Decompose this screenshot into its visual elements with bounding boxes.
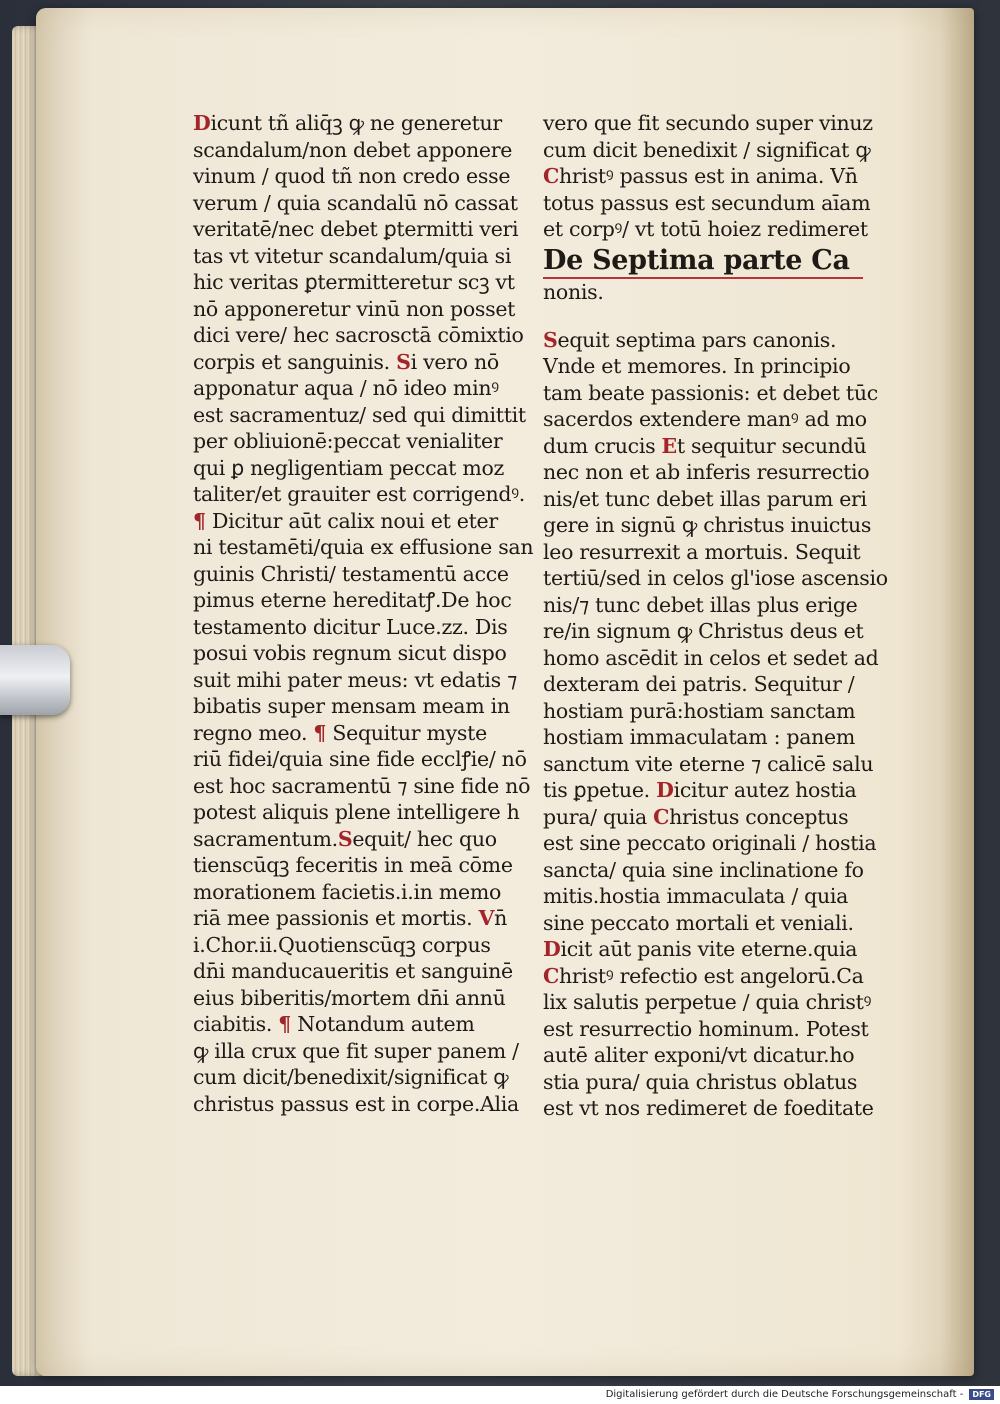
text-line: dn̄i manducaueritis et sanguinē bbox=[193, 959, 513, 983]
text-line: ciabitis. ¶ Notandum autem bbox=[193, 1012, 475, 1036]
text-line: pura/ quia Christus conceptus bbox=[543, 804, 849, 829]
text-line: lix salutis perpetue / quia christꝰ bbox=[543, 990, 872, 1014]
text-line: tas vt vitetur scandalum/quia si bbox=[193, 243, 512, 268]
text-line: tis ꝑpetue. Dicitur autez hostia bbox=[543, 778, 857, 802]
text-line: suit mihi pater meus: vt edatis ⁊ bbox=[193, 667, 517, 692]
text-line: nec non et ab inferis resurrectio bbox=[543, 460, 870, 484]
text-line: scandalum/non debet apponere bbox=[193, 137, 513, 162]
text-line: sancta/ quia sine inclinatione fo bbox=[543, 857, 864, 882]
text-line: eius biberitis/mortem dn̄i annū bbox=[193, 985, 506, 1010]
text-line: vero que fit secundo super vinuz bbox=[543, 111, 873, 135]
text-line: cum dicit/benedixit/significat ꝙ bbox=[193, 1065, 509, 1089]
text-line: est sacramentuz/ sed qui dimittit bbox=[193, 402, 526, 427]
text-line: et corpꝰ/ vt totū hoiez redimeret bbox=[543, 217, 868, 241]
text-line: morationem facietis.i.in memo bbox=[193, 879, 502, 904]
text-line: vinum / quod tñ non credo esse bbox=[193, 164, 511, 188]
text-line: autē aliter exponi/vt dicatur.ho bbox=[543, 1043, 855, 1067]
text-line: gere in signū ꝙ christus inuictus bbox=[543, 513, 872, 537]
digitization-footer bbox=[0, 1386, 1000, 1404]
text-line: bibatis super mensam meam in bbox=[193, 694, 510, 718]
text-line: hostiam immaculatam : panem bbox=[543, 725, 856, 749]
text-line: riū fidei/quia sine fide ecclꝭie/ nō bbox=[193, 747, 527, 771]
text-line: leo resurrexit a mortuis. Sequit bbox=[543, 539, 861, 564]
text-line: testamento dicitur Luce.zz. Dis bbox=[193, 614, 508, 639]
text-line: posui vobis regnum sicut dispo bbox=[193, 641, 507, 665]
text-line: mitis.hostia immaculata / quia bbox=[543, 884, 849, 908]
text-line: dexteram dei patris. Sequitur / bbox=[543, 672, 855, 696]
text-line: re/in signum ꝙ Christus deus et bbox=[543, 619, 864, 643]
text-line: ni testamēti/quia ex effusione san bbox=[193, 535, 534, 559]
text-line: nis/⁊ tunc debet illas plus erige bbox=[543, 592, 858, 617]
text-line: stia pura/ quia christus oblatus bbox=[543, 1069, 858, 1094]
text-line: sacramentum.Sequit/ hec quo bbox=[193, 826, 497, 851]
section-heading: De Septima parte Ca bbox=[543, 245, 863, 279]
text-line: tertiū/sed in celos gl'iose ascensio bbox=[543, 566, 888, 590]
text-line: Vnde et memores. In principio bbox=[543, 354, 851, 378]
text-line: Christꝰ refectio est angelorū.Ca bbox=[543, 963, 864, 988]
text-line: Dicit aūt panis vite eterne.quia bbox=[543, 937, 858, 961]
text-line: pimus eterne hereditatꝭ.De hoc bbox=[193, 588, 512, 612]
text-line: nō apponeretur vinū non posset bbox=[193, 296, 516, 321]
funding-credit: Digitalisierung gefördert durch die Deutsche Forschungsgemeinschaft - bbox=[605, 1389, 964, 1400]
text-line: tienscūqꝫ feceritis in meā cōme bbox=[193, 853, 513, 877]
text-line: ꝙ illa crux que fit super panem / bbox=[193, 1038, 519, 1063]
right-text-column bbox=[543, 110, 888, 1122]
text-line: ¶ Dicitur aūt calix noui et eter bbox=[193, 508, 498, 533]
text-line: verum / quia scandalū nō cassat bbox=[193, 190, 518, 215]
text-line: i.Chor.ii.Quotienscūqꝫ corpus bbox=[193, 932, 491, 957]
section-heading-continuation: nonis. bbox=[543, 279, 604, 304]
text-line: taliter/et grauiter est corrigendꝰ. bbox=[193, 482, 525, 506]
text-line: sanctum vite eterne ⁊ calicē salu bbox=[543, 751, 874, 776]
text-line: est hoc sacramentū ⁊ sine fide nō bbox=[193, 773, 531, 798]
book-clip bbox=[0, 645, 70, 715]
text-line: hostiam purā:hostiam sanctam bbox=[543, 698, 856, 723]
text-line: regno meo. ¶ Sequitur myste bbox=[193, 720, 487, 745]
text-line: Dicunt tñ aliq̄ꝫ ꝙ ne generetur bbox=[193, 111, 502, 135]
text-line: dum crucis Et sequitur secundū bbox=[543, 433, 867, 458]
text-line: apponatur aqua / nō ideo minꝰ bbox=[193, 376, 499, 400]
text-line: sine peccato mortali et veniali. bbox=[543, 910, 854, 935]
text-line: veritatē/nec debet ꝑtermitti veri bbox=[193, 217, 519, 241]
text-line: christus passus est in corpe.Alia bbox=[193, 1091, 519, 1116]
dfg-logo: DFG bbox=[969, 1389, 994, 1400]
text-line: dici vere/ hec sacrosctā cōmixtio bbox=[193, 323, 524, 347]
text-line: hic veritas ꝑtermitteretur scꝫ vt bbox=[193, 270, 515, 294]
text-line: homo ascēdit in celos et sedet ad bbox=[543, 645, 879, 670]
text-line: qui ꝑ negligentiam peccat moz bbox=[193, 455, 505, 480]
text-line: sacerdos extendere manꝰ ad mo bbox=[543, 407, 867, 431]
text-line: totus passus est secundum aīam bbox=[543, 190, 871, 215]
left-text-column bbox=[193, 110, 534, 1117]
text-line: Christꝰ passus est in anima. Vn̄ bbox=[543, 164, 858, 188]
text-line: est vt nos redimeret de foeditate bbox=[543, 1096, 874, 1120]
text-line: per obliuionē:peccat venialiter bbox=[193, 429, 503, 453]
text-line: Sequit septima pars canonis. bbox=[543, 327, 837, 352]
text-line: guinis Christi/ testamentū acce bbox=[193, 561, 509, 586]
text-line: est sine peccato originali / hostia bbox=[543, 831, 877, 855]
text-line: est resurrectio hominum. Potest bbox=[543, 1016, 869, 1041]
text-line: nis/et tunc debet illas parum eri bbox=[543, 486, 867, 511]
page-fold-shadow bbox=[940, 8, 974, 1376]
text-line: corpis et sanguinis. Si vero nō bbox=[193, 349, 499, 374]
text-line: potest aliquis plene intelligere h bbox=[193, 800, 520, 824]
text-line: tam beate passionis: et debet tūc bbox=[543, 380, 878, 405]
text-line: cum dicit benedixit / significat ꝙ bbox=[543, 137, 871, 162]
text-line: riā mee passionis et mortis. Vn̄ bbox=[193, 906, 508, 930]
